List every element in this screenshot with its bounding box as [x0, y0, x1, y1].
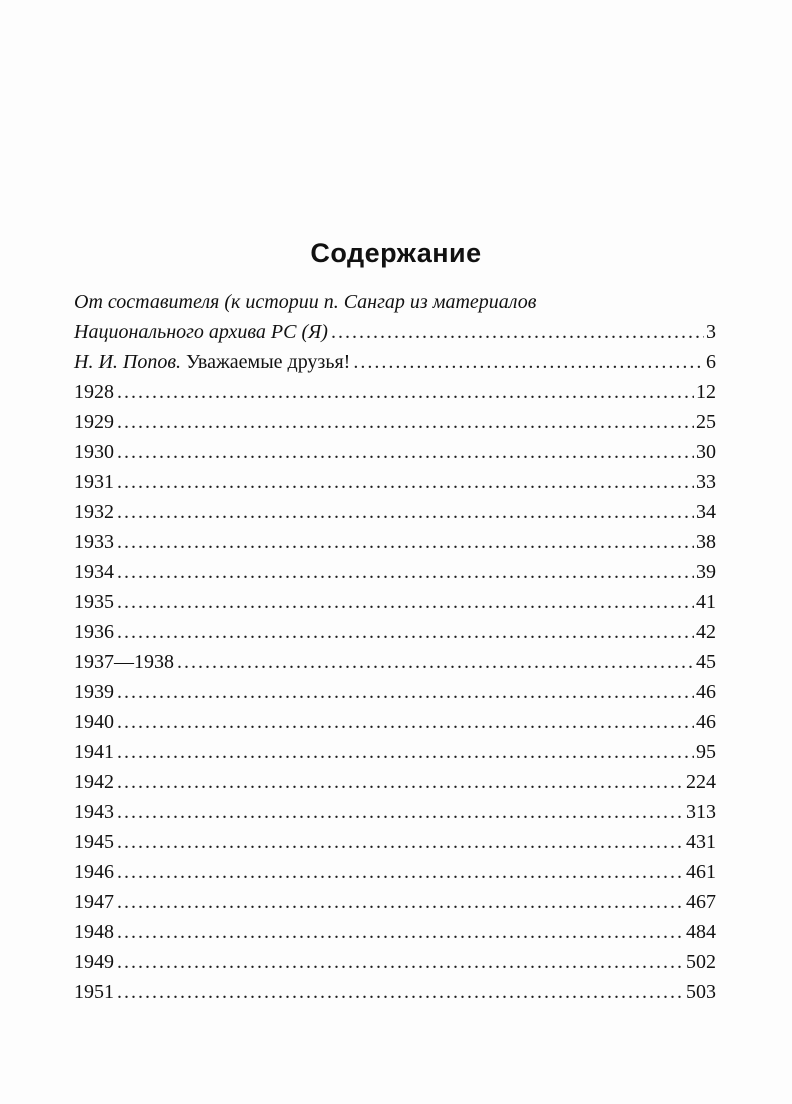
dot-leader	[117, 587, 694, 617]
toc-entry[interactable]	[74, 707, 716, 737]
dot-leader	[117, 917, 684, 947]
page-title: Содержание	[310, 238, 482, 268]
toc-entry[interactable]	[74, 857, 716, 887]
toc-entry-title: Уважаемые друзья!	[181, 351, 351, 373]
toc-page-number: 46	[696, 681, 716, 703]
toc-page-number: 431	[686, 831, 716, 853]
toc-page-number: 42	[696, 621, 716, 643]
toc-entry[interactable]	[74, 437, 716, 467]
toc-entry-label: 1951	[74, 981, 114, 1003]
dot-leader	[117, 977, 684, 1007]
toc-entry-label: 1943	[74, 801, 114, 823]
toc-page-number: 313	[686, 801, 716, 823]
toc-entry-label: 1932	[74, 501, 114, 523]
toc-entry[interactable]	[74, 377, 716, 407]
dot-leader	[353, 347, 704, 377]
toc-entry-label: 1939	[74, 681, 114, 703]
toc-entry[interactable]	[74, 767, 716, 797]
toc-entry-label	[74, 317, 328, 347]
dot-leader	[117, 677, 694, 707]
dot-leader	[117, 737, 694, 767]
dot-leader	[117, 527, 694, 557]
toc-entry-label: 1949	[74, 951, 114, 973]
toc-entry[interactable]	[74, 587, 716, 617]
toc-page-number: 467	[686, 891, 716, 913]
toc-page-number: 484	[686, 921, 716, 943]
dot-leader	[117, 797, 684, 827]
toc-page-number: 502	[686, 951, 716, 973]
toc-entry[interactable]	[74, 557, 716, 587]
dot-leader	[117, 827, 684, 857]
toc-entry-label: 1946	[74, 861, 114, 883]
toc-page-number: 95	[696, 741, 716, 763]
dot-leader	[331, 317, 704, 347]
toc-entry-label: 1931	[74, 471, 114, 493]
toc-entry-label: 1942	[74, 771, 114, 793]
toc-page-number: 46	[696, 711, 716, 733]
toc-entry-popov[interactable]	[74, 347, 716, 377]
toc-entry-label: 1945	[74, 831, 114, 853]
toc-entry[interactable]	[74, 917, 716, 947]
toc-entry-label: 1947	[74, 891, 114, 913]
toc-entry[interactable]	[74, 467, 716, 497]
dot-leader	[117, 377, 694, 407]
toc-entry[interactable]	[74, 827, 716, 857]
toc-page-number: 34	[696, 501, 716, 523]
toc-page-number: 45	[696, 651, 716, 673]
toc-entry-label: 1934	[74, 561, 114, 583]
toc-entry-intro[interactable]	[74, 317, 716, 347]
toc-entry-label: 1936	[74, 621, 114, 643]
toc-page-number: 39	[696, 561, 716, 583]
toc-entry[interactable]	[74, 737, 716, 767]
table-of-contents	[74, 287, 716, 1007]
toc-entry[interactable]	[74, 887, 716, 917]
toc-page-number: 3	[706, 321, 716, 343]
toc-entry[interactable]	[74, 977, 716, 1007]
toc-entry-label: 1937—1938	[74, 651, 174, 673]
toc-entry[interactable]	[74, 947, 716, 977]
toc-entry-label: 1935	[74, 591, 114, 613]
toc-entry[interactable]	[74, 677, 716, 707]
toc-entry-label: 1929	[74, 411, 114, 433]
toc-entry[interactable]	[74, 647, 716, 677]
toc-entry-label: 1941	[74, 741, 114, 763]
toc-page-number: 25	[696, 411, 716, 433]
dot-leader	[177, 647, 694, 677]
dot-leader	[117, 767, 684, 797]
toc-page-number: 503	[686, 981, 716, 1003]
dot-leader	[117, 707, 694, 737]
toc-page-number: 6	[706, 351, 716, 373]
dot-leader	[117, 947, 684, 977]
toc-entry-label: 1928	[74, 381, 114, 403]
toc-page-number: 30	[696, 441, 716, 463]
toc-page-number: 38	[696, 531, 716, 553]
toc-year-list	[74, 377, 716, 1007]
toc-page-number: 12	[696, 381, 716, 403]
toc-entry-label: 1930	[74, 441, 114, 463]
dot-leader	[117, 617, 694, 647]
dot-leader	[117, 887, 684, 917]
toc-entry-label	[74, 347, 350, 377]
toc-entry-label: 1940	[74, 711, 114, 733]
toc-entry[interactable]	[74, 497, 716, 527]
toc-page-number: 461	[686, 861, 716, 883]
toc-entry-author: Н. И. Попов.	[74, 351, 182, 373]
toc-page-number: 33	[696, 471, 716, 493]
toc-page-number: 41	[696, 591, 716, 613]
toc-entry[interactable]	[74, 617, 716, 647]
toc-entry-label: 1948	[74, 921, 114, 943]
dot-leader	[117, 437, 694, 467]
dot-leader	[117, 557, 694, 587]
toc-entry[interactable]	[74, 797, 716, 827]
dot-leader	[117, 467, 694, 497]
toc-page-number: 224	[686, 771, 716, 793]
dot-leader	[117, 857, 684, 887]
toc-entry-label: 1933	[74, 531, 114, 553]
dot-leader	[117, 407, 694, 437]
toc-entry-intro-line2: Национального архива РС (Я)	[74, 321, 328, 343]
toc-entry-intro-line1: От составителя (к истории п. Сангар из материалов	[74, 291, 537, 313]
toc-entry[interactable]	[74, 407, 716, 437]
dot-leader	[117, 497, 694, 527]
toc-entry[interactable]	[74, 527, 716, 557]
